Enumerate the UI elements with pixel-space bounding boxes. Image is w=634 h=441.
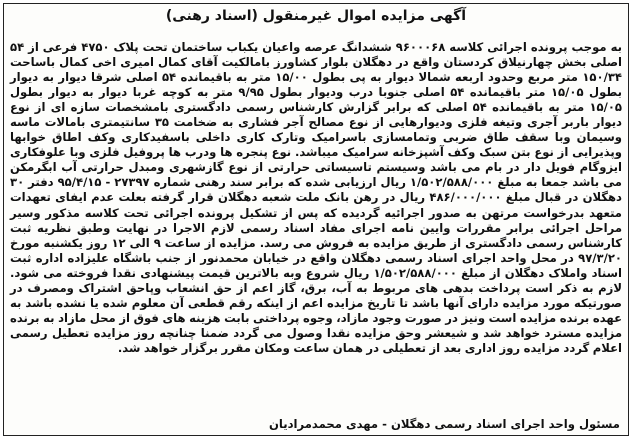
notice-title: آگهی مزایده اموال غیرمنقول (اسناد رهنی) xyxy=(165,8,467,24)
notice-frame xyxy=(3,3,629,436)
notice-body: به موجب پرونده اجرائی کلاسه ۹۶۰۰۰۶۸ ششدانگ عرصه واعیان یکباب ساختمان تحت پلاک ۴۷۵۰ فرعی از ۵۴ اصلی بخش چهارنیلاق کردستان واقع در دهگلان بلوار کشاورز بامالکیت آقای کمال امیری اخی کمال باساحت ۱۵۰/۳۴ متر مربع وحدود اربعه شمالا دیوار به پی بطول ۱۵/۰۰ متر به باقیمانده ۵۴ اصلی شرقا دیوار به دیوار بطول ۱۵/۰۵ متر باقیمانده ۵۴ اصلی جنوبا درب ودیوار بطول ۹/۹۵ متر به کوچه غربا دیوار به دیوار بطول ۱۵/۰۵ متر به باقیمانده ۵۴ اصلی که برابر گزارش کارشناس رسمی دادگستری بامشخصات سازه ای از نوع دیوار باربر آجری وتیغه فلزی ودیوارهایی از نوع مصالح آجر فشاری به ضخامت ۳۵ سانتیمتری بامالات ماسه وسیمان وبا سقف طاق ضربی وتمامسازی باسرامیک وتارک کاری داخلی باسفیدکاری وکف اطاق خوابها وپذیرایی از نوع بتن سبک وکف آشپزخانه سرامیک میباشد. نوع پنجره ها ودرب ها پروفیل فلزی وبا علوفکاری ایزوگام فویل دار در بام می باشد وسیستم تاسیساتی حرارتی از نوع گازشهری ومبدل حرارتی آب ابگرمکن می باشد جمعا به مبلغ ۱/۵۰۲/۵۸۸/۰۰۰ ریال ارزیابی شده که برابر سند رهنی شماره ۲۷۳۹۷ - ۹۵/۴/۱۵ دفتر ۳۰ دهگلان در قبال مبلغ ۴۸۶/۰۰۰/۰۰۰ ریال در رهن بانک ملت شعبه دهگلان قرار گرفته بعلت عدم ایفای تعهدات متعهد بدرخواست مرتهن به صدور اجرائیه گردیده که پس از تشکیل پرونده اجرائی تحت کلاسه مذکور وسیر مراحل اجرائی برابر مقررات وایین نامه اجرای مفاد اسناد رسمی لازم الاجرا در نهایت وطبق نظریه ثبت کارشناس رسمی دادگستری از طریق مزایده به فروش می رسد. مزایده از ساعت ۹ الی ۱۲ روز یکشنبه مورخ ۹۷/۳/۲۰ در محل واحد اجرای اسناد رسمی دهگلان واقع در خیابان محمدنور از جنب باشگاه علیزاده اداره ثبت اسناد واملاک دهگلان از مبلغ ۱/۵۰۲/۵۸۸/۰۰۰ ریال شروع وبه بالاترین قیمت پیشنهادی نقدا فروخته می شود. لازم به ذکر است پرداخت بدهی های مربوط به آب، برق، گاز اعم از حق انشعاب وپاحق اشتراک ومصرف در صورتیکه مورد مزایده دارای آنها باشد تا تاریخ مزایده اعم از اینکه رقم قطعی آن معلوم شده یا نشده باشد به عهده برنده مزایده است ونیز در صورت وجود مازاد، وجوه پرداختی بابت هزینه های فوق از محل مازاد به برنده مزایده مسترد خواهد شد و شیعشر وحق مزایده نقدا وصول می گردد ضمنا چنانچه روز مزایده تعطیل رسمی اعلام گردد مزایده روز اداری بعد از تعطیلی در همان ساعت ومکان مقرر برگزار خواهد شد. xyxy=(10,40,622,355)
notice-signature: مسئول واحد اجرای اسناد رسمی دهگلان - مهدی محمدمرادیان xyxy=(268,417,620,431)
